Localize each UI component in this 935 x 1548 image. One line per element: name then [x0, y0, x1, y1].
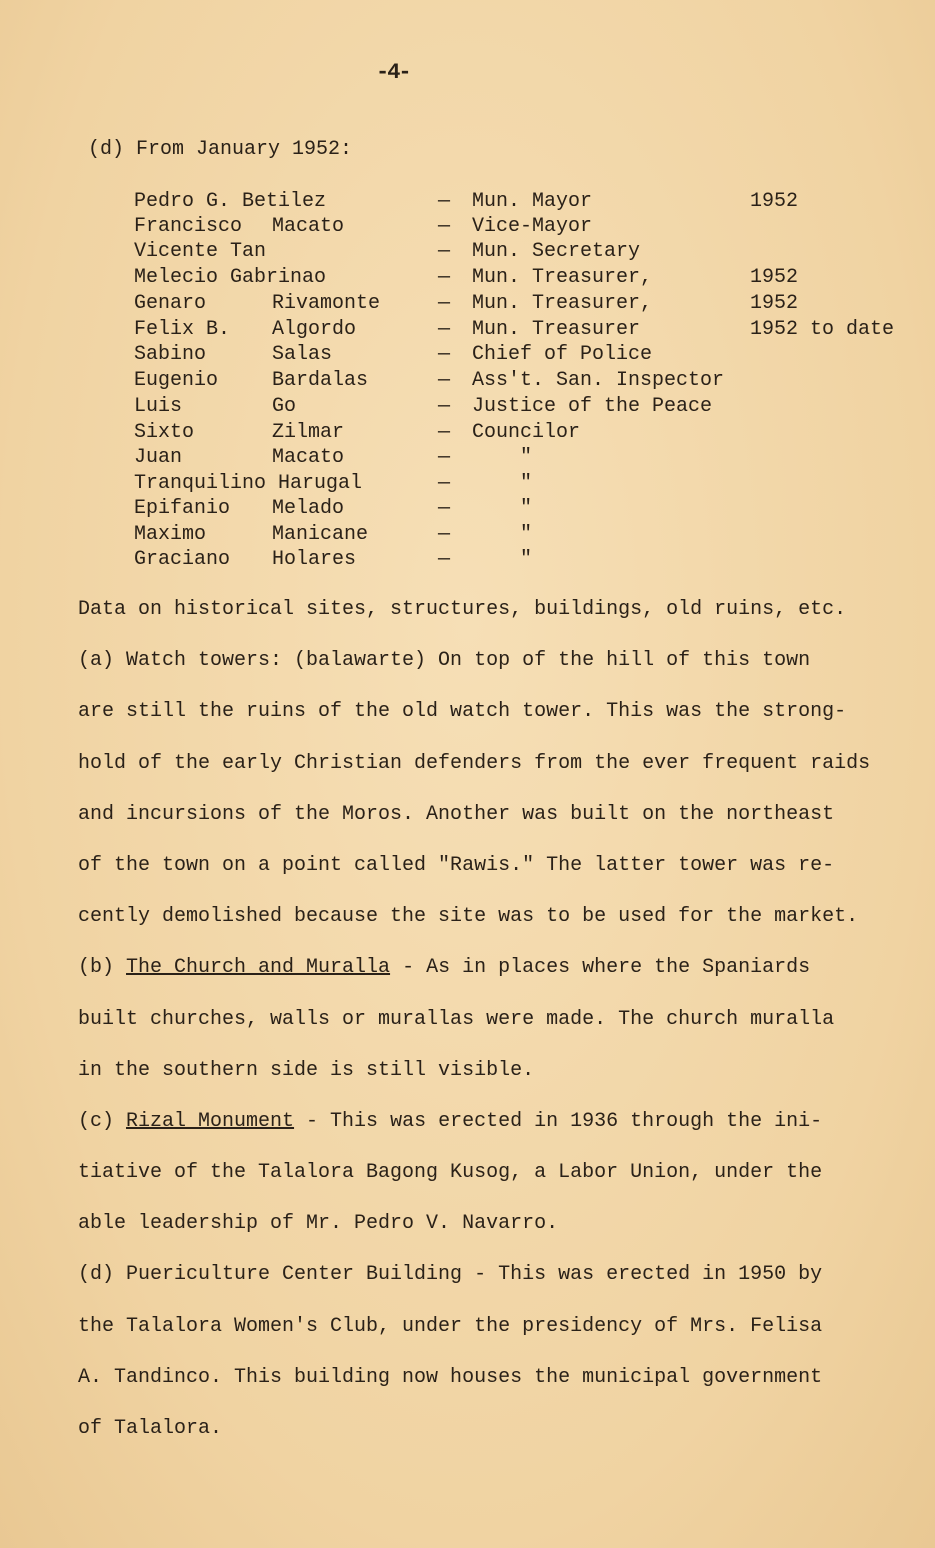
- dash-mark: —: [438, 190, 451, 213]
- official-first-name: Maximo: [134, 523, 207, 546]
- section-heading: (d) From January 1952:: [88, 138, 353, 161]
- dash-mark: —: [438, 343, 451, 366]
- official-last-name: Algordo: [272, 318, 357, 341]
- official-row: [0, 343, 935, 369]
- dash-mark: —: [438, 548, 451, 571]
- church-muralla-title: The Church and Muralla: [126, 956, 391, 980]
- official-position: Mun. Secretary: [472, 240, 641, 263]
- watch-towers-line: cently demolished because the site was to be used for the market.: [78, 905, 859, 929]
- official-first-name: Luis: [134, 395, 183, 418]
- official-first-name: Vicente Tan: [134, 240, 267, 263]
- official-first-name: Juan: [134, 446, 183, 469]
- dash-mark: —: [438, 421, 451, 444]
- official-position: Mun. Treasurer: [472, 318, 641, 341]
- puericulture-center-line: of Talalora.: [78, 1417, 223, 1440]
- official-row: [0, 421, 935, 447]
- dash-mark: —: [438, 472, 451, 495]
- official-first-name: Sabino: [134, 343, 207, 366]
- official-position: Mun. Treasurer,: [472, 292, 653, 315]
- official-first-name: Sixto: [134, 421, 195, 444]
- official-last-name: Macato: [272, 215, 345, 238]
- official-first-name: Epifanio: [134, 497, 231, 520]
- rizal-monument-text: - This was erected in 1936 through the ini-: [294, 1109, 823, 1133]
- official-last-name: Rivamonte: [272, 292, 381, 315]
- official-row: [0, 548, 935, 574]
- official-last-name: Melado: [272, 497, 345, 520]
- official-position: Mun. Mayor: [472, 190, 593, 213]
- official-first-name: Pedro G. Betilez: [134, 190, 327, 213]
- puericulture-center-line: (d) Puericulture Center Building - This was erected in 1950 by: [78, 1263, 823, 1287]
- official-position: Councilor: [472, 421, 581, 444]
- dash-mark: —: [438, 318, 451, 341]
- official-position: Ass't. San. Inspector: [472, 369, 725, 392]
- official-first-name: Tranquilino Harugal: [134, 472, 363, 495]
- rizal-monument-line: able leadership of Mr. Pedro V. Navarro.: [78, 1212, 559, 1236]
- watch-towers-line: of the town on a point called "Rawis." The latter tower was re-: [78, 853, 835, 877]
- official-first-name: Eugenio: [134, 369, 219, 392]
- official-position: Chief of Police: [472, 343, 653, 366]
- puericulture-center-line: the Talalora Women's Club, under the presidency of Mrs. Felisa: [78, 1314, 823, 1338]
- official-position: Justice of the Peace: [472, 395, 713, 418]
- rizal-monument-title: Rizal Monument: [126, 1109, 295, 1133]
- watch-towers-line: and incursions of the Moros. Another was built on the northeast: [78, 802, 835, 826]
- ditto-mark: ": [520, 523, 533, 546]
- official-year: 1952: [750, 266, 799, 289]
- official-row: [0, 240, 935, 266]
- official-first-name: Melecio Gabrinao: [134, 266, 327, 289]
- official-row: [0, 446, 935, 472]
- watch-towers-line: are still the ruins of the old watch tower. This was the strong-: [78, 700, 847, 724]
- dash-mark: —: [438, 369, 451, 392]
- official-row: [0, 395, 935, 421]
- church-muralla-line: built churches, walls or murallas were made. The church muralla: [78, 1007, 835, 1031]
- official-year: 1952 to date: [750, 318, 895, 341]
- church-muralla-line: in the southern side is still visible.: [78, 1058, 535, 1082]
- puericulture-center-line: A. Tandinco. This building now houses the municipal government: [78, 1365, 823, 1389]
- official-row: [0, 190, 935, 216]
- ditto-mark: ": [520, 548, 533, 571]
- official-row: [0, 497, 935, 523]
- historical-sites-section: [78, 584, 918, 1454]
- rizal-label: (c): [78, 1109, 127, 1133]
- official-last-name: Holares: [272, 548, 357, 571]
- dash-mark: —: [438, 266, 451, 289]
- official-year: 1952: [750, 292, 799, 315]
- official-row: [0, 369, 935, 395]
- page-number: -4-: [376, 60, 410, 85]
- dash-mark: —: [438, 497, 451, 520]
- dash-mark: —: [438, 240, 451, 263]
- official-last-name: Manicane: [272, 523, 369, 546]
- rizal-monument-line: [78, 1096, 918, 1147]
- ditto-mark: ": [520, 446, 533, 469]
- official-row: [0, 292, 935, 318]
- dash-mark: —: [438, 395, 451, 418]
- rizal-monument-line: tiative of the Talalora Bagong Kusog, a Labor Union, under the: [78, 1161, 823, 1185]
- official-year: 1952: [750, 190, 799, 213]
- church-label: (b): [78, 956, 127, 980]
- official-last-name: Zilmar: [272, 421, 345, 444]
- official-row: [0, 215, 935, 241]
- official-first-name: Francisco: [134, 215, 243, 238]
- official-position: Vice-Mayor: [472, 215, 593, 238]
- official-last-name: Bardalas: [272, 369, 369, 392]
- historical-intro: Data on historical sites, structures, buildings, old ruins, etc.: [78, 598, 847, 621]
- official-first-name: Graciano: [134, 548, 231, 571]
- watch-towers-line: (a) Watch towers: (balawarte) On top of the hill of this town: [78, 649, 811, 673]
- official-row: [0, 472, 935, 498]
- official-row: [0, 318, 935, 344]
- ditto-mark: ": [520, 472, 533, 495]
- official-last-name: Macato: [272, 446, 345, 469]
- official-first-name: Genaro: [134, 292, 207, 315]
- official-last-name: Salas: [272, 343, 333, 366]
- church-muralla-text: - As in places where the Spaniards: [390, 956, 811, 980]
- official-last-name: Go: [272, 395, 297, 418]
- ditto-mark: ": [520, 497, 533, 520]
- official-row: [0, 266, 935, 292]
- church-muralla-line: [78, 942, 918, 993]
- dash-mark: —: [438, 523, 451, 546]
- dash-mark: —: [438, 446, 451, 469]
- official-position: Mun. Treasurer,: [472, 266, 653, 289]
- watch-towers-line: hold of the early Christian defenders from the ever frequent raids: [78, 751, 871, 775]
- official-row: [0, 523, 935, 549]
- official-first-name: Felix B.: [134, 318, 231, 341]
- dash-mark: —: [438, 215, 451, 238]
- dash-mark: —: [438, 292, 451, 315]
